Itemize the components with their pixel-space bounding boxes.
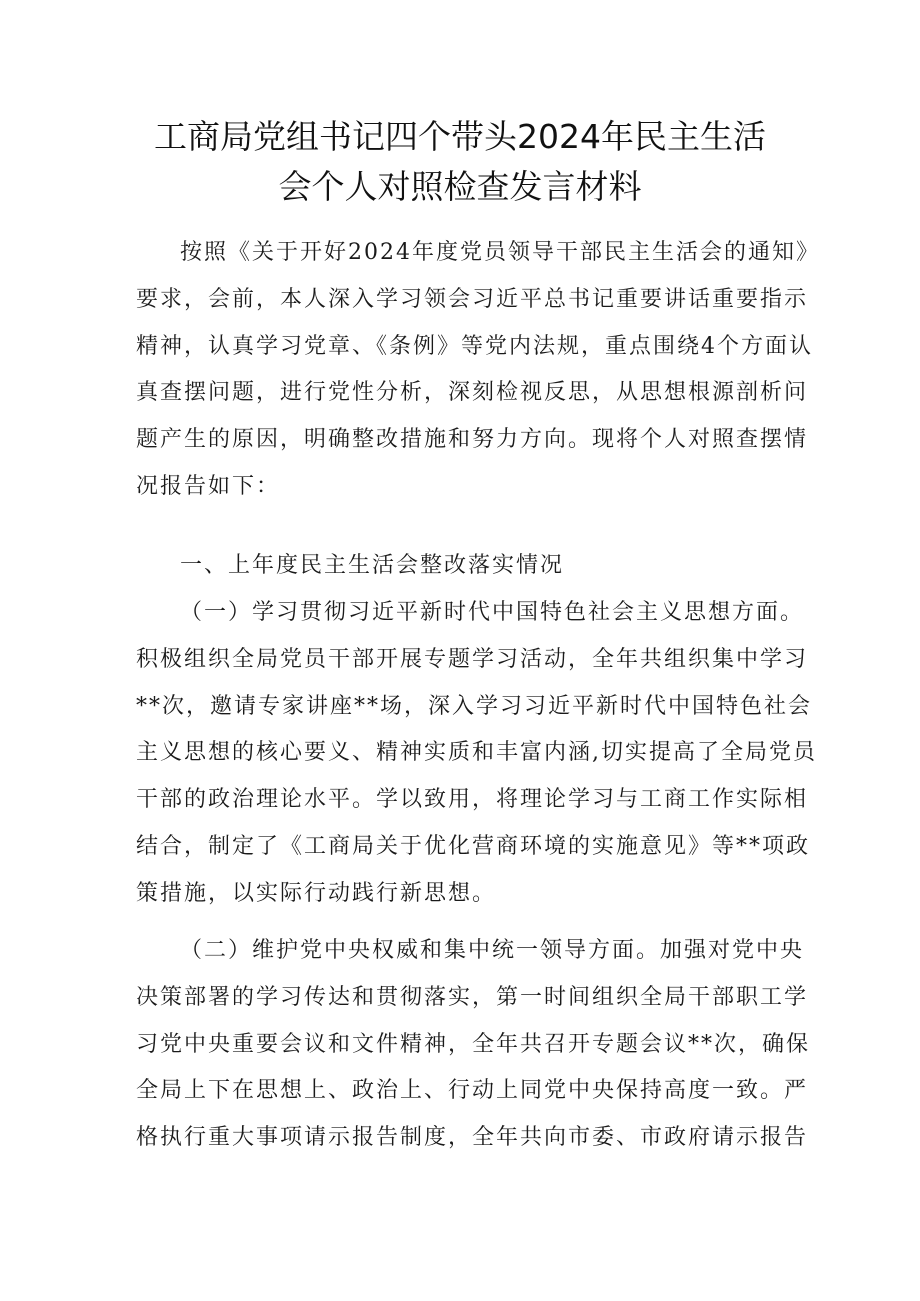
paragraph-line: 主义思想的核心要义、精神实质和丰富内涵,切实提高了全局党员 — [136, 740, 817, 766]
paragraph-line: 格执行重大事项请示报告制度，全年共向市委、市政府请示报告 — [136, 1125, 809, 1151]
paragraph-line: 题产生的原因，明确整改措施和努力方向。现将个人对照查摆情 — [136, 427, 809, 453]
paragraph-line: 决策部署的学习传达和贯彻落实，第一时间组织全局干部职工学 — [136, 984, 809, 1010]
paragraph-line: 全局上下在思想上、政治上、行动上同党中央保持高度一致。严 — [136, 1078, 809, 1104]
paragraph-line: 结合，制定了《工商局关于优化营商环境的实施意见》等**项政 — [136, 833, 811, 859]
paragraph-line: 策措施，以实际行动践行新思想。 — [136, 880, 497, 906]
paragraph-line: 干部的政治理论水平。学以致用，将理论学习与工商工作实际相 — [136, 787, 809, 813]
paragraph-line: （二）维护党中央权威和集中统一领导方面。加强对党中央 — [180, 938, 805, 963]
intro-paragraph — [136, 230, 820, 511]
paragraph-line: （一）学习贯彻习近平新时代中国特色社会主义思想方面。 — [180, 600, 805, 625]
paragraph-line: 况报告如下： — [136, 473, 281, 499]
paragraph-line: 精神，认真学习党章、《条例》等党内法规，重点围绕4个方面认 — [136, 333, 813, 359]
paragraph-line: 习党中央重要会议和文件精神，全年共召开专题会议**次，确保 — [136, 1031, 811, 1057]
paragraph-line: 按照《关于开好2024年度党员领导干部民主生活会的通知》 — [180, 240, 820, 265]
document-title-line-1: 工商局党组书记四个带头2024年民主生活 — [154, 117, 766, 156]
document-title-line-2: 会个人对照检查发言材料 — [278, 167, 642, 206]
paragraph-line: **次，邀请专家讲座**场，深入学习习近平新时代中国特色社会 — [136, 693, 813, 719]
subsection-2-paragraph — [136, 928, 811, 1162]
paragraph-line: 要求，会前，本人深入学习领会习近平总书记重要讲话重要指示 — [136, 286, 809, 312]
section-heading-1 — [136, 543, 796, 590]
subsection-1-paragraph — [136, 590, 817, 918]
section-heading-text: 一、上年度民主生活会整改落实情况 — [180, 553, 565, 578]
paragraph-line: 真查摆问题，进行党性分析，深刻检视反思，从思想根源剖析问 — [136, 380, 809, 406]
paragraph-line: 积极组织全局党员干部开展专题学习活动，全年共组织集中学习 — [136, 646, 809, 672]
